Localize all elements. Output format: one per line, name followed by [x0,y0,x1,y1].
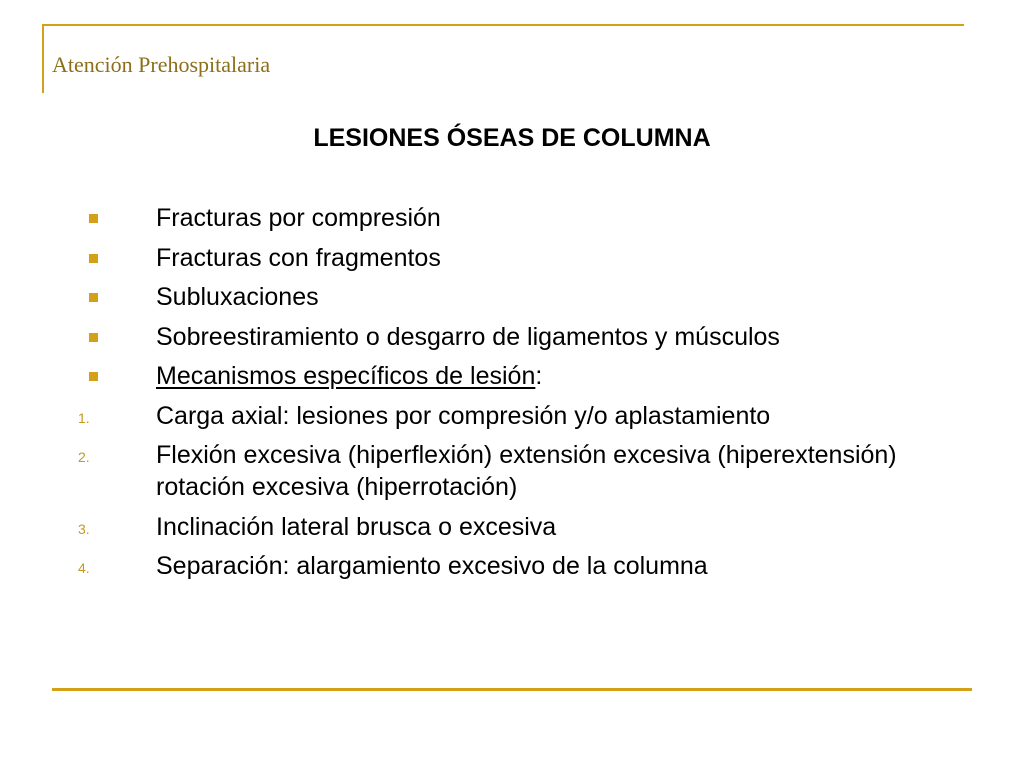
numbered-item [78,550,978,582]
list-number: 3. [78,520,90,537]
slide-content [78,202,978,590]
list-item [78,202,978,234]
list-item-text: Fracturas por compresión [156,204,441,232]
numbered-item [78,400,978,432]
list-number: 2. [78,449,90,465]
square-bullet-icon [89,254,98,263]
list-number: 1. [78,409,90,426]
square-bullet-icon [89,333,98,342]
square-bullet-icon [89,293,98,302]
list-item-text: Sobreestiramiento o desgarro de ligamentos y músculos [156,322,780,351]
presentation-title: Atención Prehospitalaria [52,52,271,77]
mechanisms-colon: : [535,362,543,390]
square-bullet-icon [89,372,98,381]
list-item-text: Subluxaciones [156,283,319,311]
numbered-item [78,439,978,503]
numbered-item-text: Separación: alargamiento excesivo de la columna [156,552,708,580]
list-number: 4. [78,560,90,576]
mechanisms-label: Mecanismos específicos de lesión [156,362,536,390]
list-item-mechanisms [78,360,978,392]
numbered-item-text: Carga axial: lesiones por compresión y/o aplastamiento [156,401,771,430]
numbered-item-text: Inclinación lateral brusca o excesiva [156,512,557,541]
list-item-text: Fracturas con fragmentos [156,243,441,272]
list-item [78,242,978,274]
slide-title: LESIONES ÓSEAS DE COLUMNA [313,124,711,152]
list-item [78,321,978,353]
header-left-rule [42,24,44,93]
list-item [78,281,978,313]
footer-rule [52,688,972,691]
header-top-rule [42,24,964,26]
numbered-item-text: Flexión excesiva (hiperflexión) extensión excesiva (hiperextensión) rotación excesiva (hiperrotación) [156,441,897,501]
square-bullet-icon [89,214,98,223]
numbered-item [78,511,978,543]
